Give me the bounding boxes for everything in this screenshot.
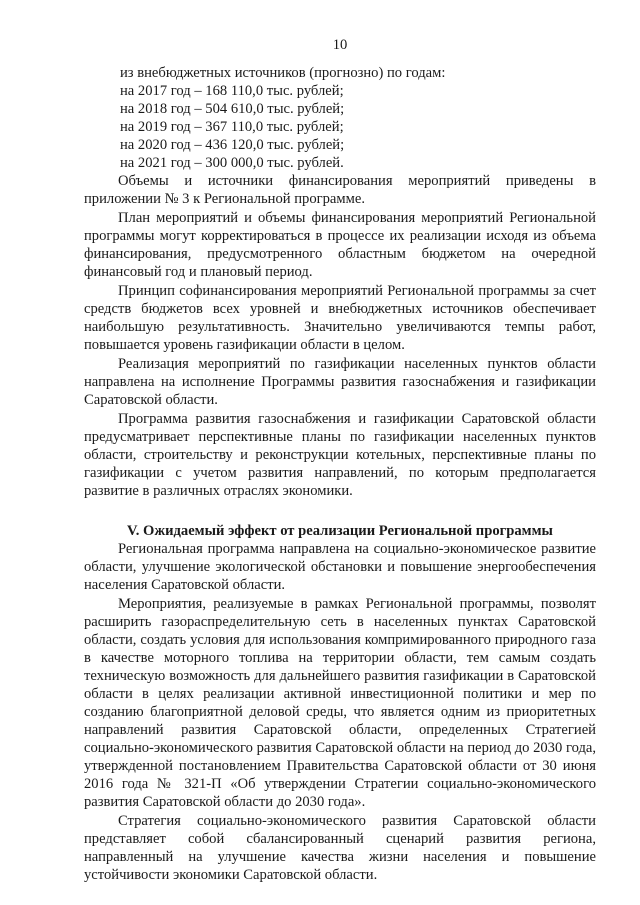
paragraph-measures-effect: Мероприятия, реализуемые в рамках Региональной программы, позволят расширить газораспределительную сеть в населенных пунктах Саратовской области, создать условия для использования компримированного природного газа в качестве моторного топлива на территории области, тем самым создать техническую возможность для дальнейшего развития газификации в Саратовской области в целях реализации активной инвестиционной политики и мер по созданию благоприятной деловой среды, что является одним из приоритетных направлений развития Саратовской области, определенных Стратегией социально-экономического развития Саратовской области на период до 2030 года, утвержденной постановлением Правительства Саратовской области от 30 июня 2016 года № 321-П «Об утверждении Стратегии социально-экономического развития Саратовской области до 2030 года». [84,596,596,810]
paragraph-cofinancing: Принцип софинансирования мероприятий Региональной программы за счет средств бюджетов всех уровней и внебюджетных источников обеспечивает наибольшую результативность. Значительно увеличиваются темпы работ, повышается уровень газификации области в целом. [84,283,596,353]
financing-by-year [84,64,596,172]
financing-2020-line: на 2020 год – 436 120,0 тыс. рублей; [120,137,345,153]
paragraph-program-aim: Региональная программа направлена на социально-экономическое развитие области, улучшение экологической обстановки и повышение энергообеспечения населения Саратовской области. [84,541,596,593]
financing-2021-line: на 2021 год – 300 000,0 тыс. рублей. [120,155,344,171]
section-heading: V. Ожидаемый эффект от реализации Региональной программы [127,523,553,539]
paragraph-strategy: Стратегия социально-экономического развития Саратовской области представляет собой сбалансированный сценарий развития региона, направленный на улучшение качества жизни населения и повышение устойчивости экономики Саратовской области. [84,813,596,883]
paragraph-financing-sources: Объемы и источники финансирования мероприятий приведены в приложении № 3 к Региональной программе. [84,173,596,207]
paragraph-development-program: Программа развития газоснабжения и газификации Саратовской области предусматривает перспективные планы по газификации населенных пунктов области, строительству и реконструкции котельных, перспективные планы по газификации с учетом развития направлений, по которым предполагается развитие в различных отраслях экономики. [84,411,596,499]
paragraph-gasification-goal: Реализация мероприятий по газификации населенных пунктов области направлена на исполнение Программы развития газоснабжения и газификации Саратовской области. [84,356,596,408]
financing-2018-line: на 2018 год – 504 610,0 тыс. рублей; [120,101,345,117]
financing-2019-line: на 2019 год – 367 110,0 тыс. рублей; [120,119,344,135]
financing-2017-line: на 2017 год – 168 110,0 тыс. рублей; [120,83,344,99]
paragraph-plan-adjustment: План мероприятий и объемы финансирования мероприятий Региональной программы могут корректироваться в процессе их реализации исходя из объема финансирования, предусмотренного областным бюджетом на очередной финансовый год и плановый период. [84,210,596,280]
page-number: 10 [332,37,348,53]
financing-intro-line: из внебюджетных источников (прогнозно) по годам: [120,65,446,81]
